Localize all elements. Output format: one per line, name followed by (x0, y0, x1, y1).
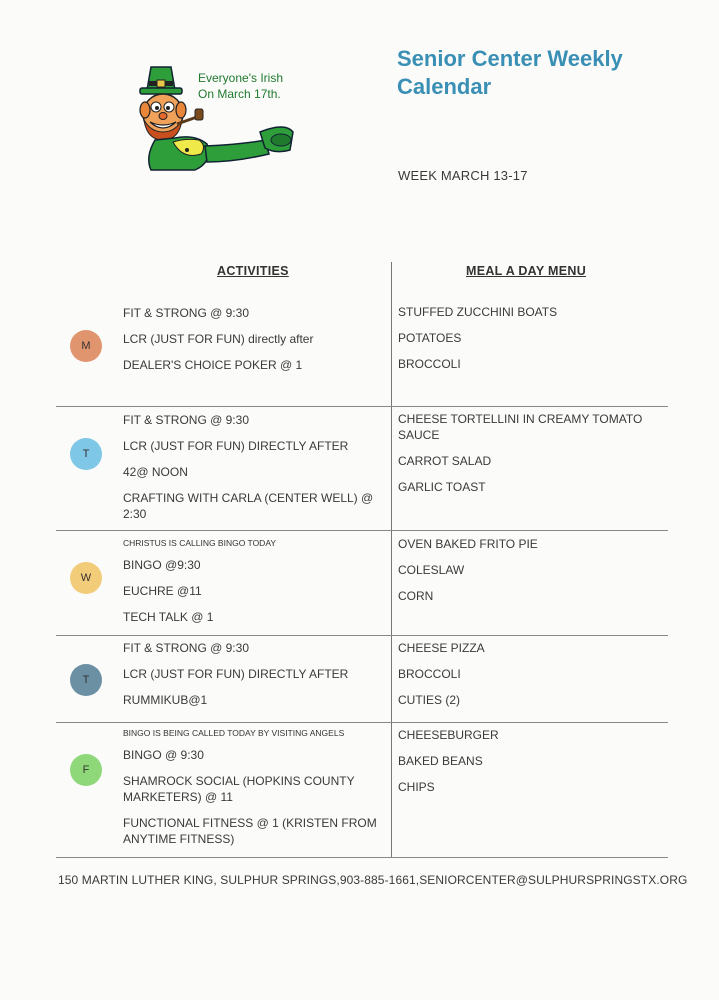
activity-item: FIT & STRONG @ 9:30 (123, 641, 249, 655)
menu-list (398, 411, 658, 505)
week-label: WEEK MARCH 13-17 (398, 168, 528, 183)
day-row-monday (56, 296, 668, 406)
title-line2: Calendar (397, 74, 492, 99)
menu-item: CARROT SALAD (398, 454, 492, 468)
day-badge-friday: F (70, 754, 102, 786)
day-badge-monday: M (70, 330, 102, 362)
day-badge-wednesday: W (70, 562, 102, 594)
activity-item: FUNCTIONAL FITNESS @ 1 (KRISTEN FROM ANYTIME FITNESS) (123, 816, 377, 846)
activity-item: BINGO @ 9:30 (123, 748, 204, 762)
activity-item: LCR (JUST FOR FUN) directly after (123, 332, 314, 346)
activity-item: LCR (JUST FOR FUN) DIRECTLY AFTER (123, 439, 349, 453)
activity-item: 42@ NOON (123, 465, 188, 479)
title-line1: Senior Center Weekly (397, 46, 623, 71)
menu-item: BAKED BEANS (398, 754, 483, 768)
menu-item: BROCCOLI (398, 357, 461, 371)
menu-item: BROCCOLI (398, 667, 461, 681)
activity-item: FIT & STRONG @ 9:30 (123, 306, 249, 320)
activity-item: TECH TALK @ 1 (123, 610, 214, 624)
logo-caption (198, 70, 308, 102)
activity-item: BINGO @9:30 (123, 558, 201, 572)
day-note: CHRISTUS IS CALLING BINGO TODAY (123, 538, 277, 548)
activity-item: SHAMROCK SOCIAL (HOPKINS COUNTY MARKETERS) @ 11 (123, 774, 355, 804)
activity-item: CRAFTING WITH CARLA (CENTER WELL) @ 2:30 (123, 491, 374, 521)
day-row-friday (56, 723, 668, 857)
contact-footer: 150 MARTIN LUTHER KING, SULPHUR SPRINGS,903-885-1661,SENIORCENTER@SULPHURSPRINGSTX.ORG (58, 873, 688, 887)
activities-heading: ACTIVITIES (217, 264, 289, 278)
activity-item: DEALER'S CHOICE POKER @ 1 (123, 358, 303, 372)
day-row-thursday (56, 636, 668, 722)
row-divider (56, 857, 668, 858)
activity-item: RUMMIKUB@1 (123, 693, 208, 707)
page-title (397, 45, 697, 101)
menu-list (398, 640, 658, 718)
activities-list (123, 305, 385, 383)
logo-caption-line2: On March 17th. (198, 87, 281, 101)
logo-caption-line1: Everyone's Irish (198, 71, 283, 85)
activities-list (123, 640, 385, 718)
menu-heading: MEAL A DAY MENU (466, 264, 587, 278)
menu-list (398, 536, 658, 614)
menu-item: CHEESE PIZZA (398, 641, 485, 655)
menu-item: CORN (398, 589, 434, 603)
menu-item: POTATOES (398, 331, 462, 345)
menu-item: CUTIES (2) (398, 693, 461, 707)
day-badge-tuesday: T (70, 438, 102, 470)
menu-item: CHEESEBURGER (398, 728, 499, 742)
menu-list (398, 727, 658, 805)
activities-list (123, 727, 385, 857)
day-note: BINGO IS BEING CALLED TODAY BY VISITING ANGELS (123, 728, 345, 738)
menu-item: OVEN BAKED FRITO PIE (398, 537, 538, 551)
menu-item: CHEESE TORTELLINI IN CREAMY TOMATO SAUCE (398, 412, 643, 442)
day-row-tuesday (56, 407, 668, 530)
activity-item: EUCHRE @11 (123, 584, 202, 598)
activities-list (123, 412, 385, 532)
menu-item: GARLIC TOAST (398, 480, 486, 494)
menu-item: COLESLAW (398, 563, 465, 577)
day-badge-thursday: T (70, 664, 102, 696)
activities-list (123, 537, 385, 635)
day-row-wednesday (56, 531, 668, 635)
menu-item: STUFFED ZUCCHINI BOATS (398, 305, 558, 319)
activity-item: LCR (JUST FOR FUN) DIRECTLY AFTER (123, 667, 349, 681)
menu-list (398, 304, 658, 382)
activity-item: FIT & STRONG @ 9:30 (123, 413, 249, 427)
menu-item: CHIPS (398, 780, 435, 794)
